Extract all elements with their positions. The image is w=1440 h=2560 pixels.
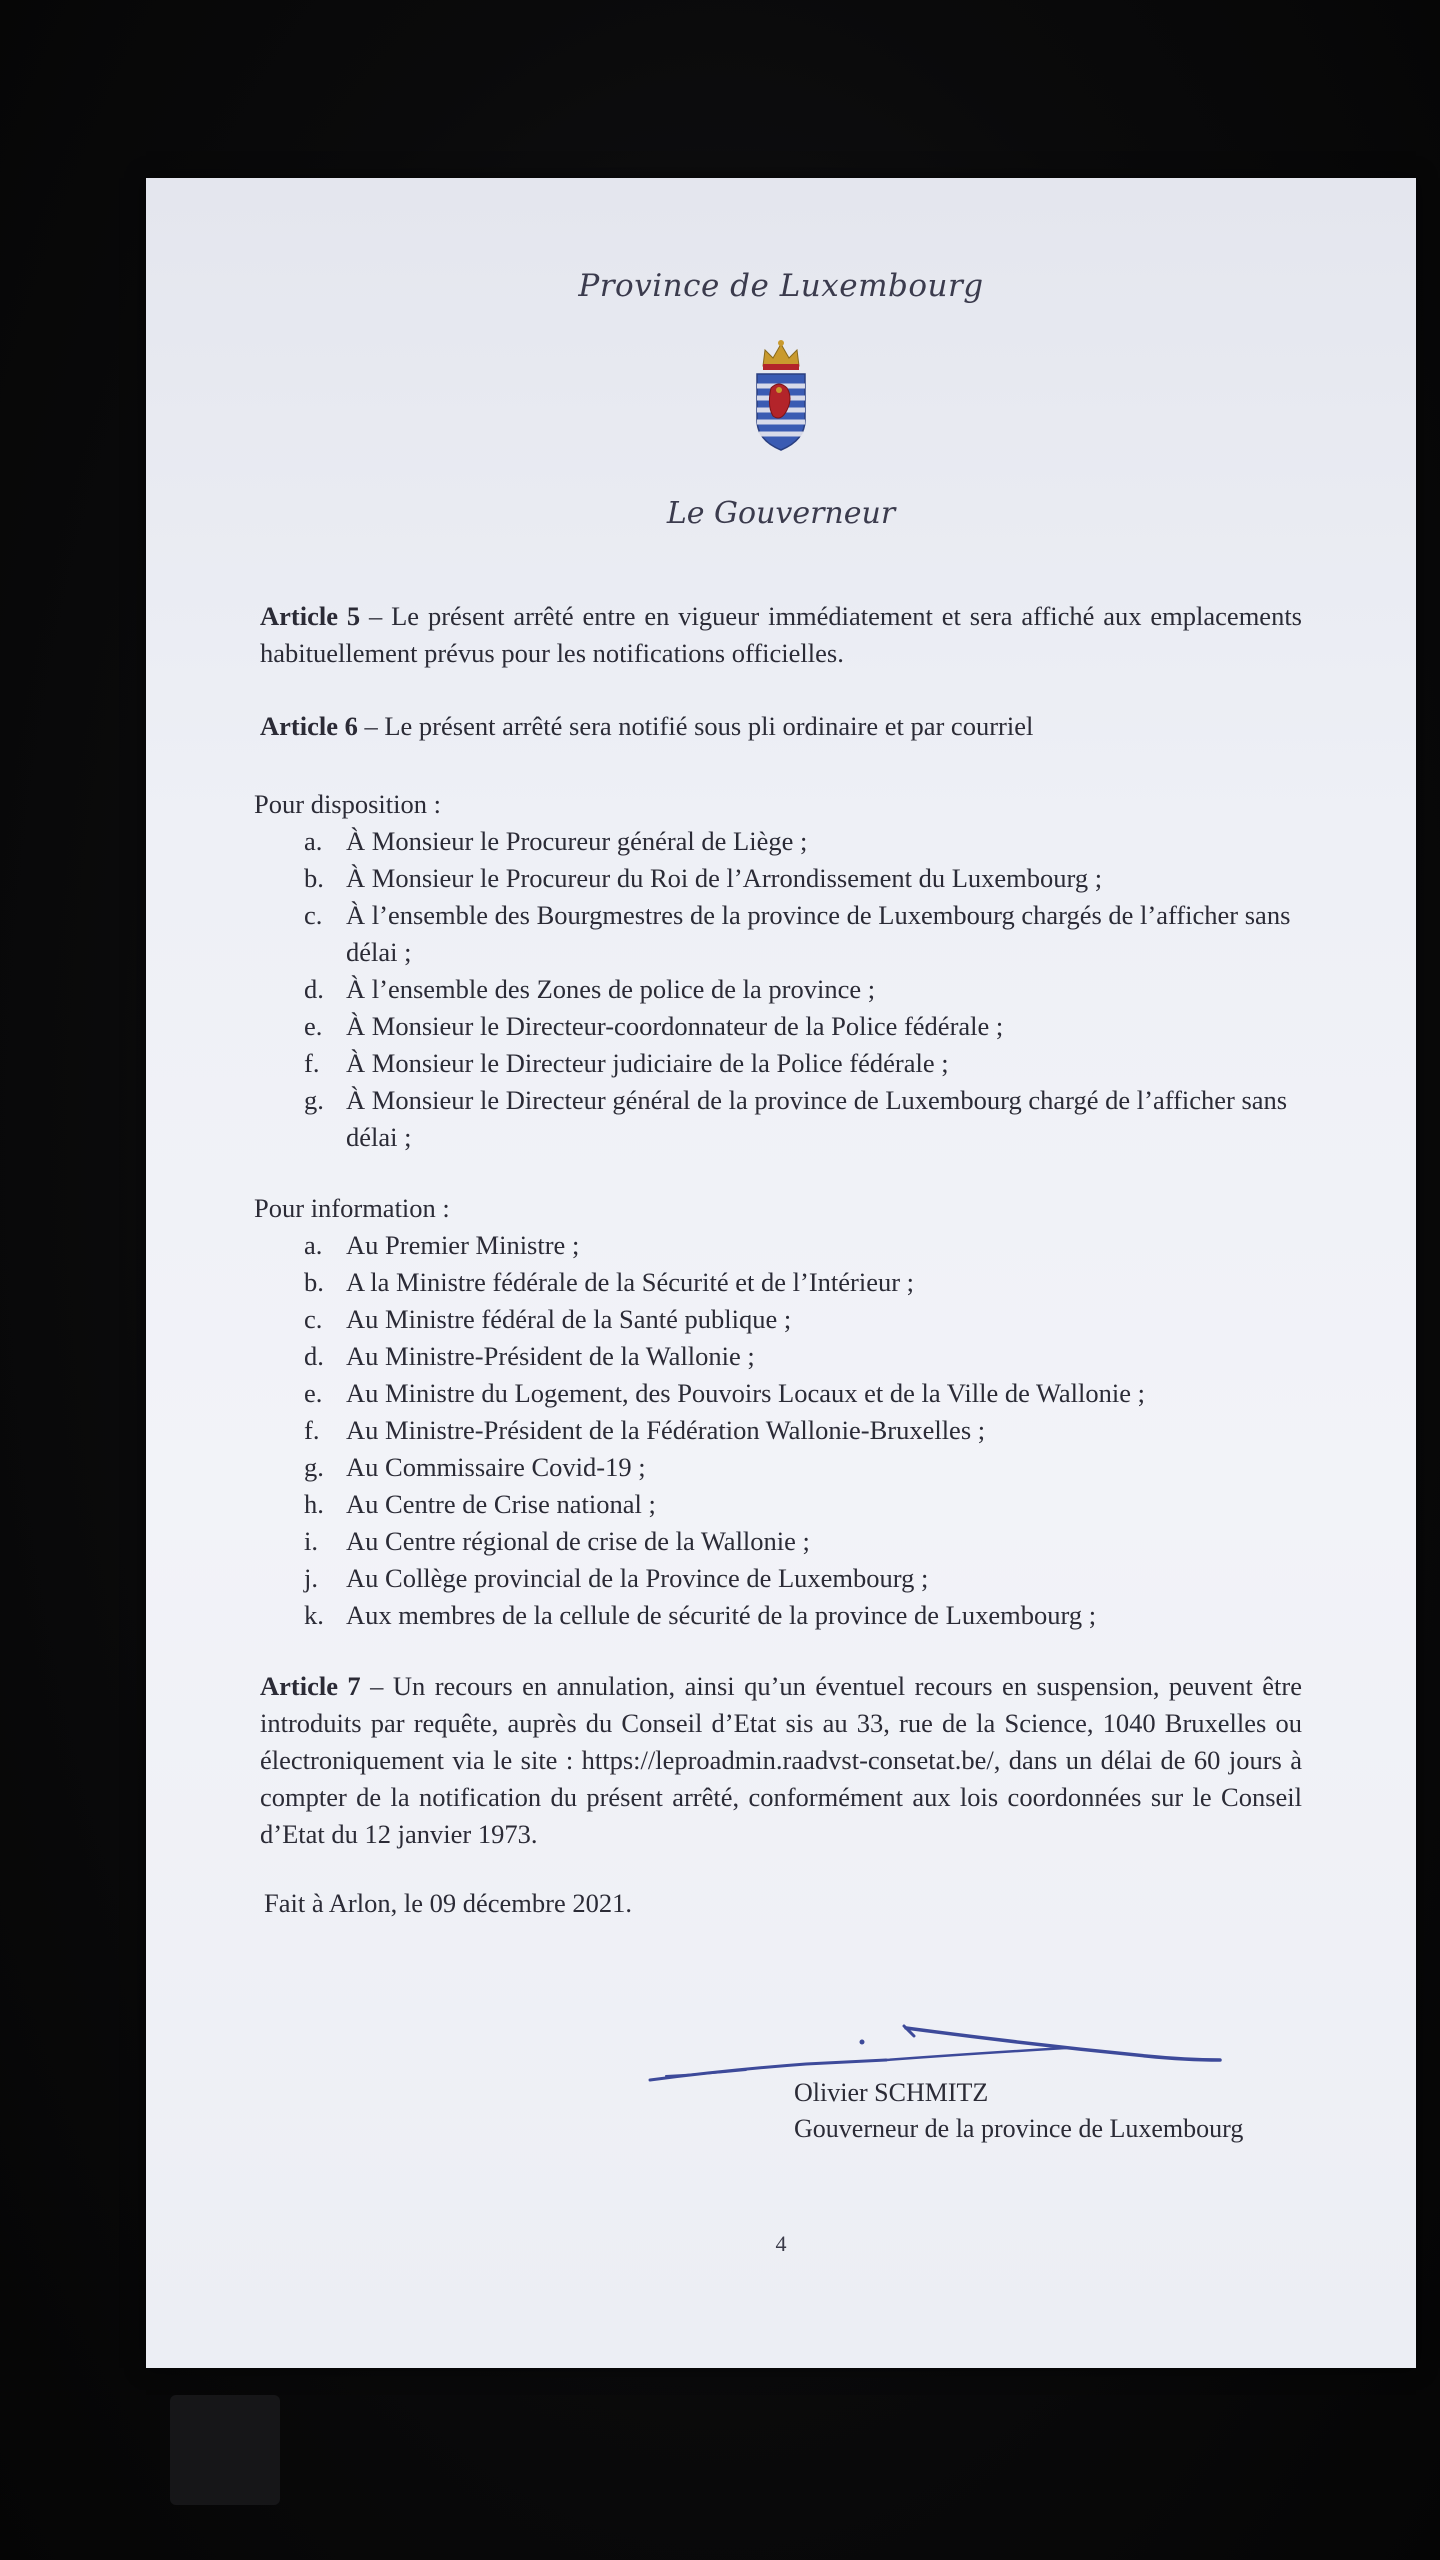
list-item-text: Au Premier Ministre ; <box>346 1230 580 1260</box>
article-6 <box>260 708 1302 745</box>
article-6-text: – Le présent arrêté sera notifié sous pli ordinaire et par courriel <box>357 711 1034 741</box>
list-marker: a. <box>304 1230 323 1260</box>
letterhead <box>146 268 1416 531</box>
list-marker: i. <box>304 1526 318 1556</box>
list-item <box>254 1301 1310 1338</box>
list-item <box>254 1523 1310 1560</box>
disposition-title: Pour disposition : <box>254 789 442 819</box>
list-item-text: À Monsieur le Procureur général de Liège ; <box>346 826 808 856</box>
list-item-text: À l’ensemble des Zones de police de la province ; <box>346 974 876 1004</box>
list-marker: d. <box>304 1341 324 1371</box>
list-item <box>254 971 1310 1008</box>
list-item-text: À Monsieur le Procureur du Roi de l’Arrondissement du Luxembourg ; <box>346 863 1103 893</box>
list-marker: e. <box>304 1378 323 1408</box>
list-marker: c. <box>304 900 323 930</box>
list-item-text: À Monsieur le Directeur général de la province de Luxembourg chargé de l’afficher sans délai ; <box>346 1085 1288 1152</box>
list-marker: j. <box>304 1563 318 1593</box>
document-page <box>146 178 1416 2368</box>
list-item-text: À Monsieur le Directeur-coordonnateur de la Police fédérale ; <box>346 1011 1004 1041</box>
list-item <box>254 1264 1310 1301</box>
article-7-label: Article 7 <box>260 1671 361 1701</box>
list-marker: g. <box>304 1452 324 1482</box>
information-section <box>254 1190 1310 1634</box>
list-item <box>254 1082 1310 1156</box>
disposition-section <box>254 786 1310 1156</box>
disposition-list <box>254 823 1310 1156</box>
list-item-text: Au Ministre du Logement, des Pouvoirs Locaux et de la Ville de Wallonie ; <box>346 1378 1145 1408</box>
list-item-text: Au Collège provincial de la Province de Luxembourg ; <box>346 1563 929 1593</box>
list-item-text: Au Ministre-Président de la Wallonie ; <box>346 1341 755 1371</box>
article-7-text: – Un recours en annulation, ainsi qu’un éventuel recours en suspension, peuvent être introduits par requête, auprès du Conseil d’Etat sis au 33, rue de la Science, 1040 Bruxelles ou électroniquement via le site : https://leproadmin.raadvst-consetat.be/, dans un délai de 60 jours à compter de la notification du présent arrêté, conformément aux lois coordonnées sur le Conseil d’Etat du 12 janvier 1973. <box>260 1671 1302 1849</box>
list-marker: f. <box>304 1048 320 1078</box>
list-item-text: Au Ministre fédéral de la Santé publique ; <box>346 1304 792 1334</box>
list-marker: f. <box>304 1415 320 1445</box>
page-number: 4 <box>775 2231 787 2256</box>
article-5-label: Article 5 <box>260 601 361 631</box>
list-marker: b. <box>304 863 324 893</box>
list-item <box>254 860 1310 897</box>
list-item <box>254 823 1310 860</box>
signatory-title: Gouverneur de la province de Luxembourg <box>794 2114 1244 2143</box>
list-item <box>254 1597 1310 1634</box>
list-item-text: Aux membres de la cellule de sécurité de la province de Luxembourg ; <box>346 1600 1097 1630</box>
list-marker: a. <box>304 826 323 856</box>
list-marker: d. <box>304 974 324 1004</box>
list-item <box>254 1375 1310 1412</box>
handwritten-signature <box>646 2008 1366 2098</box>
list-item-text: À l’ensemble des Bourgmestres de la province de Luxembourg chargés de l’afficher sans délai ; <box>346 900 1291 967</box>
signatory-name: Olivier SCHMITZ <box>794 2078 989 2107</box>
list-item <box>254 897 1310 971</box>
list-item-text: Au Ministre-Président de la Fédération Wallonie-Bruxelles ; <box>346 1415 986 1445</box>
list-item-text: À Monsieur le Directeur judiciaire de la Police fédérale ; <box>346 1048 949 1078</box>
list-item <box>254 1045 1310 1082</box>
place-and-date: Fait à Arlon, le 09 décembre 2021. <box>264 1888 632 1918</box>
list-item <box>254 1227 1310 1264</box>
information-title: Pour information : <box>254 1193 450 1223</box>
article-5 <box>260 598 1302 672</box>
governor-heading: Le Gouverneur <box>666 496 896 531</box>
list-marker: g. <box>304 1085 324 1115</box>
list-marker: e. <box>304 1011 323 1041</box>
list-item-text: Au Commissaire Covid-19 ; <box>346 1452 646 1482</box>
article-7 <box>260 1668 1302 1853</box>
device-sticker <box>170 2395 280 2505</box>
list-item <box>254 1412 1310 1449</box>
article-6-label: Article 6 <box>260 711 358 741</box>
list-item-text: Au Centre de Crise national ; <box>346 1489 656 1519</box>
list-marker: k. <box>304 1600 324 1630</box>
list-item-text: Au Centre régional de crise de la Wallonie ; <box>346 1526 810 1556</box>
article-5-text: – Le présent arrêté entre en vigueur immédiatement et sera affiché aux emplacements habituellement prévus pour les notifications officielles. <box>260 601 1302 668</box>
list-marker: b. <box>304 1267 324 1297</box>
list-item <box>254 1338 1310 1375</box>
information-list <box>254 1227 1310 1634</box>
coat-of-arms-icon <box>749 336 813 454</box>
province-heading: Province de Luxembourg <box>578 268 984 304</box>
list-marker: c. <box>304 1304 323 1334</box>
list-item <box>254 1008 1310 1045</box>
list-marker: h. <box>304 1489 324 1519</box>
list-item <box>254 1449 1310 1486</box>
list-item-text: A la Ministre fédérale de la Sécurité et de l’Intérieur ; <box>346 1267 915 1297</box>
list-item <box>254 1560 1310 1597</box>
list-item <box>254 1486 1310 1523</box>
signature-block <box>646 2008 1366 2188</box>
